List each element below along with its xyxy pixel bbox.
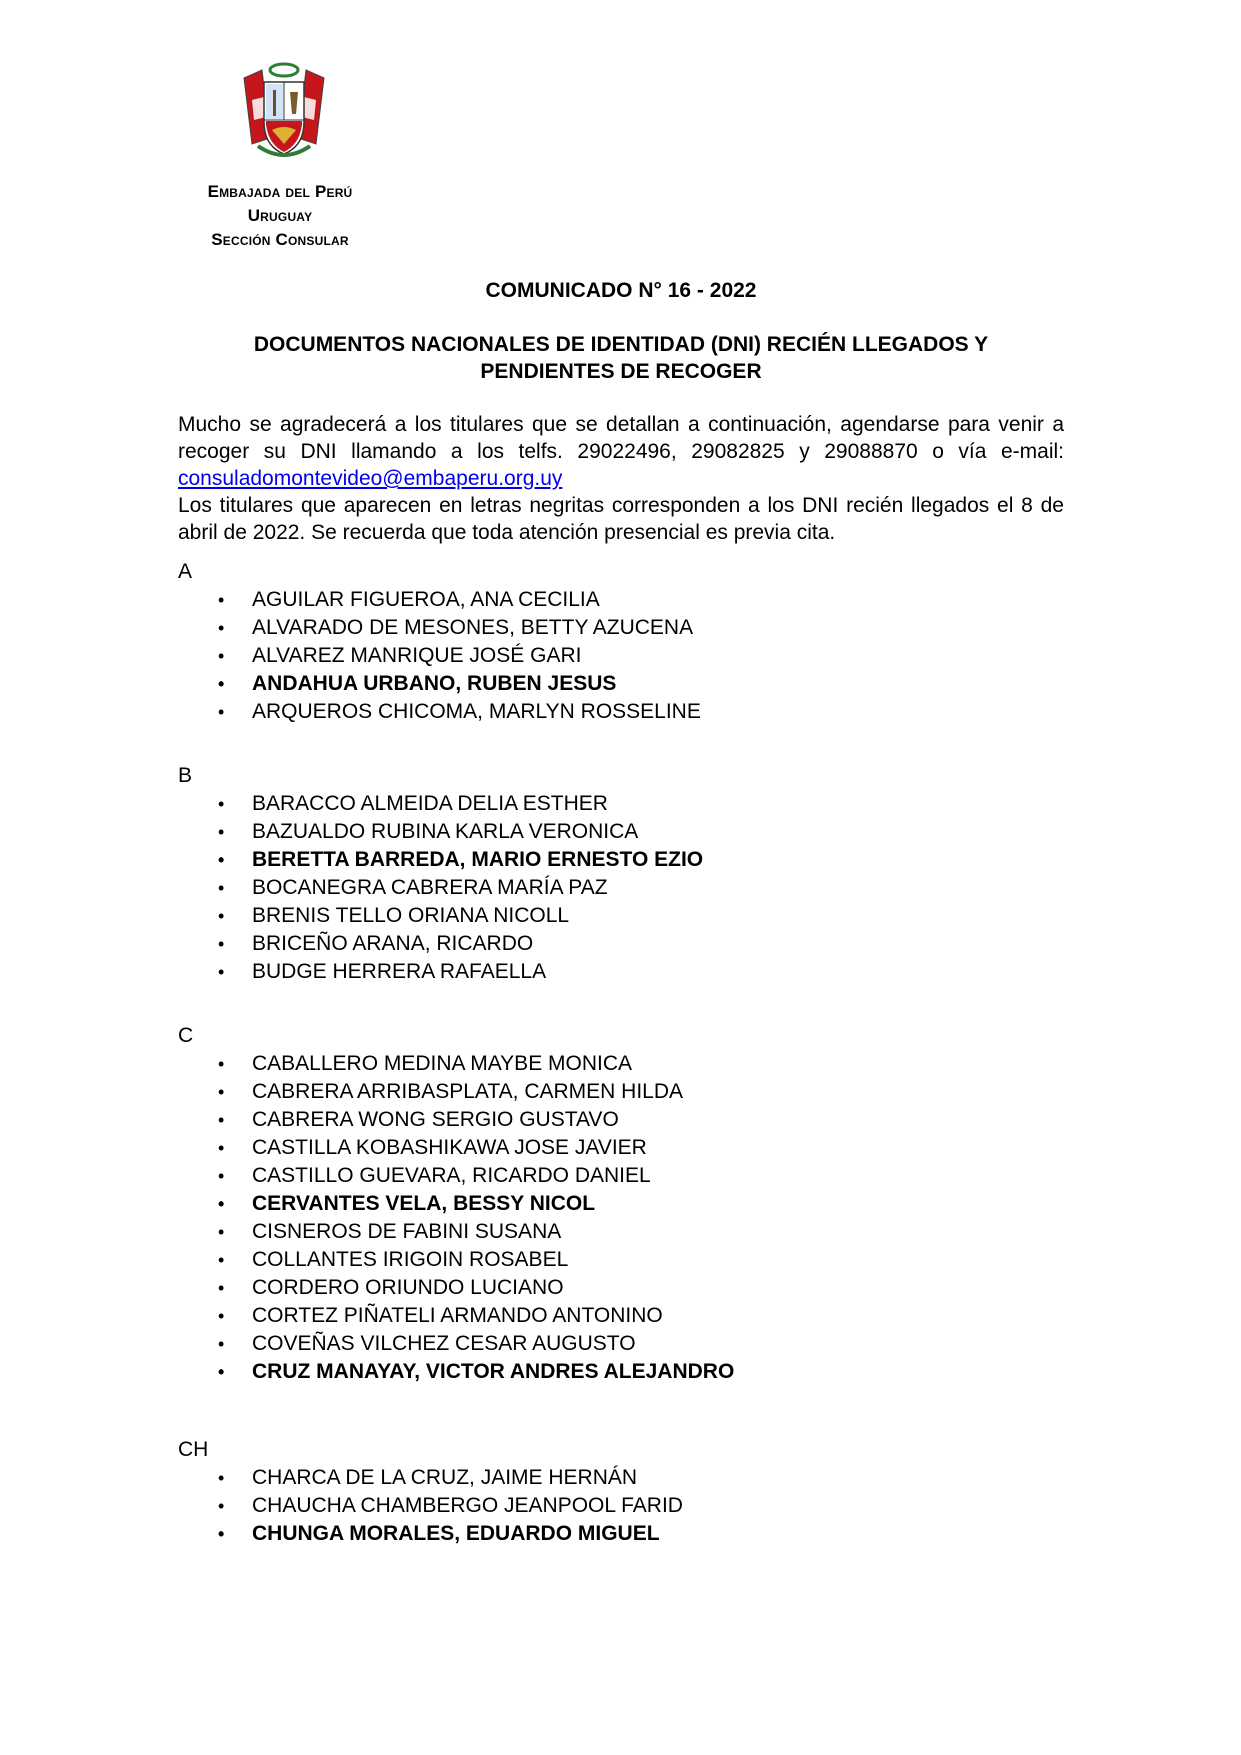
list-item xyxy=(178,670,1078,698)
holder-name: CORTEZ PIÑATELI ARMANDO ANTONINO xyxy=(252,1304,663,1327)
bullet: • xyxy=(218,1496,225,1516)
bullet: • xyxy=(218,1166,225,1186)
holder-name: CASTILLO GUEVARA, RICARDO DANIEL xyxy=(252,1164,651,1187)
holder-name: BARACCO ALMEIDA DELIA ESTHER xyxy=(252,792,608,815)
holder-name: CHAUCHA CHAMBERGO JEANPOOL FARID xyxy=(252,1494,683,1517)
list-item xyxy=(178,1106,1078,1134)
bullet: • xyxy=(218,878,225,898)
holder-name: ALVAREZ MANRIQUE JOSÉ GARI xyxy=(252,644,582,667)
holder-name: CABALLERO MEDINA MAYBE MONICA xyxy=(252,1052,633,1075)
bullet: • xyxy=(218,794,225,814)
holder-name: CISNEROS DE FABINI SUSANA xyxy=(252,1220,562,1243)
consular-section: Sección Consular xyxy=(211,230,349,249)
bullet: • xyxy=(218,702,225,722)
bullet: • xyxy=(218,1306,225,1326)
document-title xyxy=(178,331,1064,385)
document-title-line-2: PENDIENTES DE RECOGER xyxy=(480,360,762,383)
holder-name: CHARCA DE LA CRUZ, JAIME HERNÁN xyxy=(252,1466,638,1489)
intro-paragraph-2: Los titulares que aparecen en letras negritas corresponden a los DNI recién llegados el 8 de abril de 2022. Se recuerda que toda atención presencial es previa cita. xyxy=(178,494,1064,544)
list-item xyxy=(178,1190,1078,1218)
list-item xyxy=(178,874,1078,902)
section-letter: B xyxy=(178,764,193,787)
bullet: • xyxy=(218,1138,225,1158)
holder-name: BRENIS TELLO ORIANA NICOLL xyxy=(252,904,570,927)
section-c xyxy=(178,1022,1078,1386)
holder-name: COLLANTES IRIGOIN ROSABEL xyxy=(252,1248,569,1271)
embassy-name: Embajada del Perú xyxy=(207,182,353,201)
email-link[interactable]: consuladomontevideo@embaperu.org.uy xyxy=(178,467,563,490)
holder-name: CRUZ MANAYAY, VICTOR ANDRES ALEJANDRO xyxy=(252,1360,735,1383)
holder-name: BERETTA BARREDA, MARIO ERNESTO EZIO xyxy=(252,848,704,871)
bullet: • xyxy=(218,618,225,638)
name-list xyxy=(178,790,1078,986)
list-item xyxy=(178,1162,1078,1190)
list-item xyxy=(178,958,1078,986)
holder-name: CHUNGA MORALES, EDUARDO MIGUEL xyxy=(252,1522,660,1545)
list-item xyxy=(178,846,1078,874)
name-list xyxy=(178,1464,1078,1548)
list-item xyxy=(178,614,1078,642)
bullet: • xyxy=(218,906,225,926)
intro-paragraph-1 xyxy=(178,411,1064,492)
holder-name: BUDGE HERRERA RAFAELLA xyxy=(252,960,547,983)
list-item xyxy=(178,1358,1078,1386)
bullet: • xyxy=(218,1524,225,1544)
bullet: • xyxy=(218,1194,225,1214)
list-item xyxy=(178,1520,1078,1548)
bullet: • xyxy=(218,850,225,870)
bullet: • xyxy=(218,1082,225,1102)
bullet: • xyxy=(218,674,225,694)
list-item xyxy=(178,1464,1078,1492)
embassy-country: Uruguay xyxy=(247,206,313,225)
bullet: • xyxy=(218,1278,225,1298)
bullet: • xyxy=(218,1222,225,1242)
list-item xyxy=(178,642,1078,670)
section-letter: C xyxy=(178,1024,194,1047)
bullet: • xyxy=(218,1250,225,1270)
holder-name: ARQUEROS CHICOMA, MARLYN ROSSELINE xyxy=(252,700,701,723)
list-item xyxy=(178,1302,1078,1330)
list-item xyxy=(178,1246,1078,1274)
holder-name: CABRERA ARRIBASPLATA, CARMEN HILDA xyxy=(252,1080,684,1103)
intro-paragraph-1-text: Mucho se agradecerá a los titulares que se detallan a continuación, agendarse para venir a recoger su DNI llamando a los telfs. 29022496, 29082825 y 29088870 o vía e-mail: xyxy=(178,413,1064,463)
holder-name: BAZUALDO RUBINA KARLA VERONICA xyxy=(252,820,639,843)
section-letter: A xyxy=(178,560,193,583)
list-item xyxy=(178,1274,1078,1302)
holder-name: CERVANTES VELA, BESSY NICOL xyxy=(252,1192,596,1215)
name-list xyxy=(178,586,1078,726)
section-a xyxy=(178,558,1078,726)
holder-name: CORDERO ORIUNDO LUCIANO xyxy=(252,1276,564,1299)
communique-title: COMUNICADO N° 16 - 2022 xyxy=(485,279,757,302)
intro-text xyxy=(178,411,1064,546)
list-item xyxy=(178,818,1078,846)
list-item xyxy=(178,1078,1078,1106)
holder-name: BOCANEGRA CABRERA MARÍA PAZ xyxy=(252,876,608,899)
list-item xyxy=(178,930,1078,958)
list-item xyxy=(178,1492,1078,1520)
holder-name: ALVARADO DE MESONES, BETTY AZUCENA xyxy=(252,616,694,639)
document-title-line-1: DOCUMENTOS NACIONALES DE IDENTIDAD (DNI) RECIÉN LLEGADOS Y xyxy=(253,333,989,356)
list-item xyxy=(178,698,1078,726)
bullet: • xyxy=(218,590,225,610)
holder-name: CABRERA WONG SERGIO GUSTAVO xyxy=(252,1108,619,1131)
list-item xyxy=(178,902,1078,930)
holder-name: BRICEÑO ARANA, RICARDO xyxy=(252,932,534,955)
bullet: • xyxy=(218,1054,225,1074)
list-item xyxy=(178,790,1078,818)
bullet: • xyxy=(218,1334,225,1354)
section-b xyxy=(178,762,1078,986)
name-list xyxy=(178,1050,1078,1386)
list-item xyxy=(178,1330,1078,1358)
bullet: • xyxy=(218,1110,225,1130)
list-item xyxy=(178,586,1078,614)
section-letter: CH xyxy=(178,1438,209,1461)
holder-name: AGUILAR FIGUEROA, ANA CECILIA xyxy=(252,588,600,611)
holder-name: COVEÑAS VILCHEZ CESAR AUGUSTO xyxy=(252,1332,636,1355)
embassy-header xyxy=(150,180,410,252)
bullet: • xyxy=(218,1362,225,1382)
list-item xyxy=(178,1218,1078,1246)
list-item xyxy=(178,1050,1078,1078)
bullet: • xyxy=(218,962,225,982)
holder-name: CASTILLA KOBASHIKAWA JOSE JAVIER xyxy=(252,1136,647,1159)
list-item xyxy=(178,1134,1078,1162)
bullet: • xyxy=(218,934,225,954)
bullet: • xyxy=(218,1468,225,1488)
bullet: • xyxy=(218,646,225,666)
holder-name: ANDAHUA URBANO, RUBEN JESUS xyxy=(252,672,617,695)
bullet: • xyxy=(218,822,225,842)
section-ch xyxy=(178,1436,1078,1548)
coat-of-arms-logo xyxy=(224,60,344,170)
